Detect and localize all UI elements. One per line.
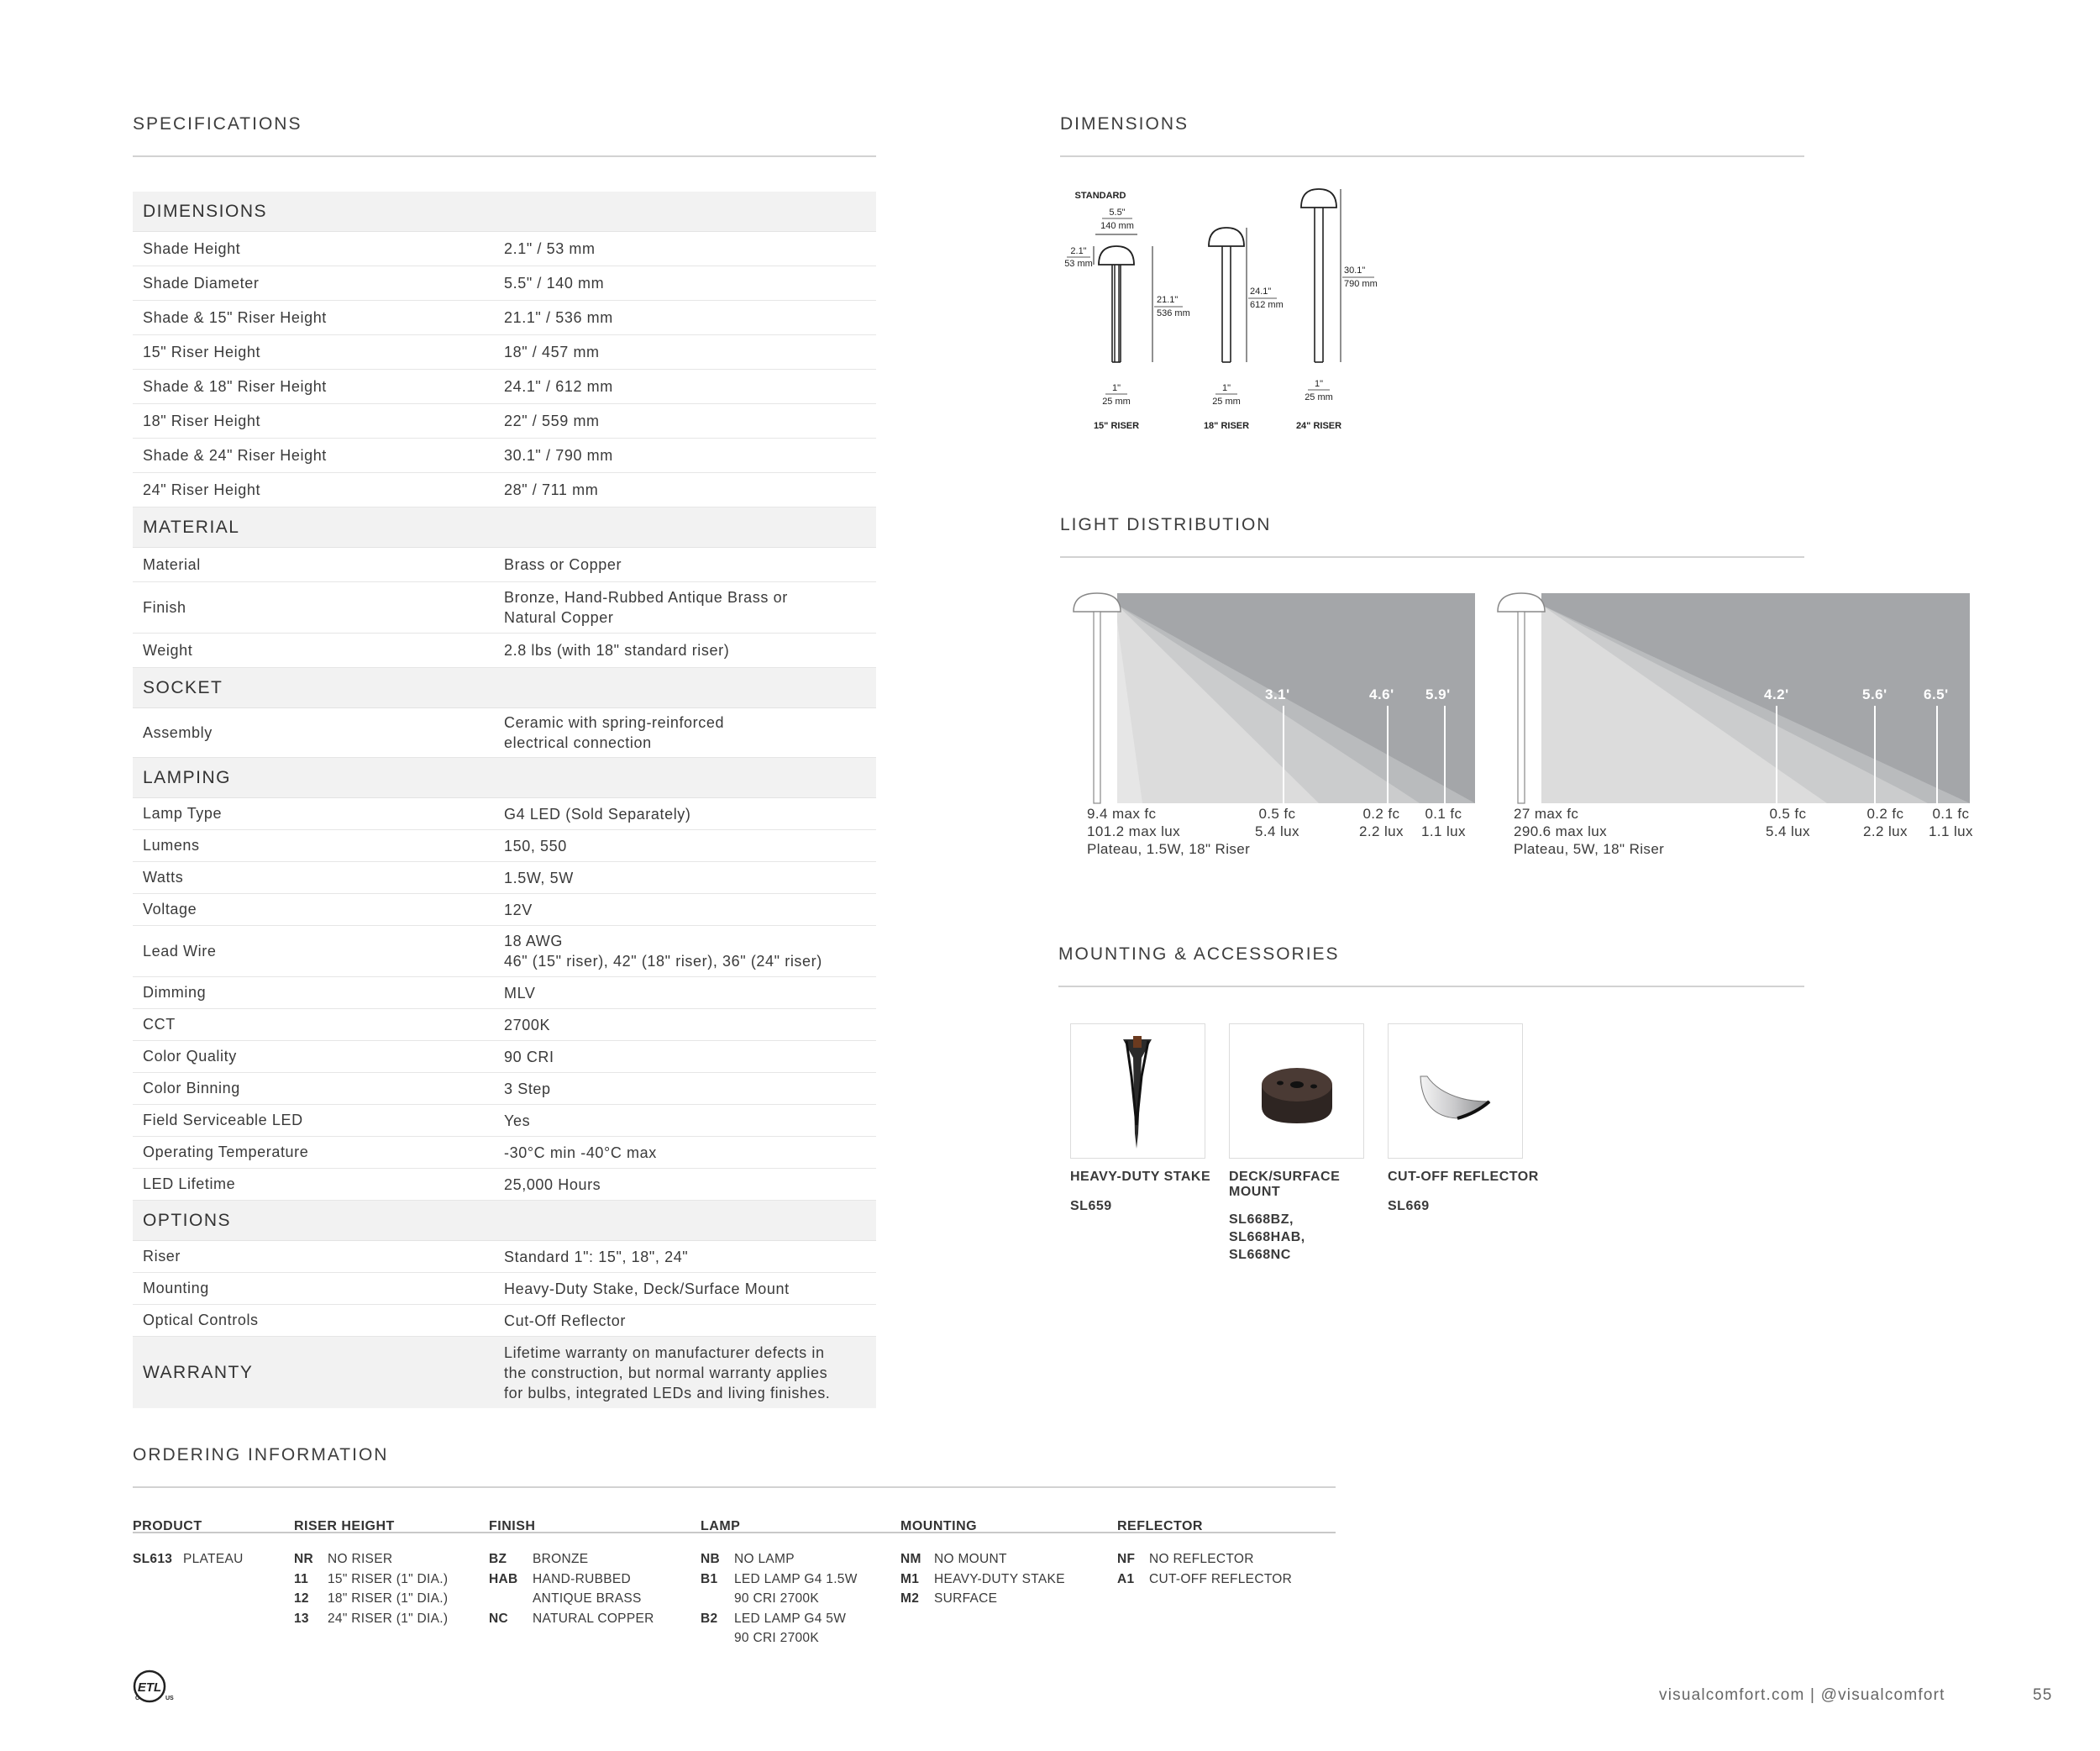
accessory-name-line: MOUNT bbox=[1229, 1185, 1281, 1199]
fc-value: 0.2 fc bbox=[1362, 806, 1400, 822]
reading bbox=[1929, 805, 1973, 840]
shade-dia-mm: 140 mm bbox=[1100, 221, 1134, 231]
table-row bbox=[133, 1105, 876, 1137]
spec-value: 3 Step bbox=[504, 1080, 551, 1097]
ordering-label: NO LAMP bbox=[734, 1552, 795, 1566]
table-row bbox=[133, 894, 876, 926]
spec-table bbox=[133, 192, 876, 1408]
accessory-sku-line: SL668BZ, bbox=[1229, 1212, 1294, 1227]
warranty-row bbox=[133, 1337, 876, 1408]
spec-key: Color Binning bbox=[143, 1080, 240, 1096]
ordering-head: PRODUCT bbox=[133, 1519, 202, 1533]
etl-logo-text: ETL bbox=[137, 1680, 162, 1695]
ordering-label: PLATEAU bbox=[183, 1552, 244, 1566]
ordering-label: HEAVY-DUTY STAKE bbox=[934, 1571, 1065, 1586]
ordering-label: BRONZE bbox=[533, 1552, 589, 1566]
etl-logo-icon bbox=[131, 1668, 181, 1705]
spec-key: Weight bbox=[143, 641, 193, 659]
ordering-head: RISER HEIGHT bbox=[294, 1519, 395, 1533]
fc-value: 0.1 fc bbox=[1425, 806, 1462, 822]
ordering-label: 24" RISER (1" DIA.) bbox=[328, 1611, 449, 1626]
spec-value: 5.5" / 140 mm bbox=[504, 275, 605, 292]
spec-key: CCT bbox=[143, 1016, 176, 1033]
ordering-code: B1 bbox=[701, 1571, 718, 1586]
accessory-sku-line: SL668HAB, bbox=[1229, 1230, 1305, 1244]
ordering-code: SL613 bbox=[133, 1552, 173, 1566]
r15-h-mm: 536 mm bbox=[1157, 308, 1190, 318]
r24-h-in: 30.1" bbox=[1344, 266, 1366, 276]
spec-value: G4 LED (Sold Separately) bbox=[504, 805, 691, 823]
table-row bbox=[133, 926, 876, 977]
spec-group-header: MATERIAL bbox=[133, 507, 876, 548]
spec-key: Optical Controls bbox=[143, 1312, 259, 1328]
ordering-code: NM bbox=[900, 1552, 921, 1566]
spec-key: Riser bbox=[143, 1248, 181, 1265]
spec-value: Heavy-Duty Stake, Deck/Surface Mount bbox=[504, 1280, 790, 1297]
distance-label: 5.9' bbox=[1425, 686, 1451, 702]
distance-label: 4.2' bbox=[1764, 686, 1789, 702]
ordering-mounting-col bbox=[900, 1519, 1065, 1609]
reflector-icon bbox=[1389, 1024, 1521, 1157]
ordering-code: 13 bbox=[294, 1611, 309, 1626]
fc-value: 0.1 fc bbox=[1932, 806, 1970, 822]
dimensions-diagram bbox=[1060, 172, 1413, 450]
spec-value: 46" (15" riser), 42" (18" riser), 36" (24" riser) bbox=[504, 953, 822, 970]
spec-key: 24" Riser Height bbox=[143, 481, 261, 498]
spec-key: Shade & 24" Riser Height bbox=[143, 446, 327, 464]
accessory-sku: SL659 bbox=[1070, 1199, 1112, 1213]
ordering-head: REFLECTOR bbox=[1117, 1519, 1203, 1533]
base-in: 1" bbox=[1221, 383, 1231, 393]
ordering-head: MOUNTING bbox=[900, 1519, 978, 1533]
table-row bbox=[133, 266, 876, 301]
spec-key: 18" Riser Height bbox=[143, 412, 261, 429]
reading bbox=[1766, 805, 1810, 840]
spec-group-header: OPTIONS bbox=[133, 1201, 876, 1241]
table-row bbox=[133, 798, 876, 830]
accessory-image-deck-mount bbox=[1229, 1023, 1364, 1159]
table-row bbox=[133, 1041, 876, 1073]
divider bbox=[133, 155, 876, 157]
spec-value: 25,000 Hours bbox=[504, 1175, 601, 1193]
ordering-label: 15" RISER (1" DIA.) bbox=[328, 1571, 449, 1586]
table-row bbox=[133, 1169, 876, 1201]
table-row bbox=[133, 634, 876, 668]
chart-caption: Plateau, 5W, 18" Riser bbox=[1514, 841, 1665, 857]
base-mm: 25 mm bbox=[1102, 397, 1131, 407]
accessory-name: CUT-OFF REFLECTOR bbox=[1388, 1170, 1539, 1184]
ordering-code: NC bbox=[489, 1611, 508, 1626]
table-row bbox=[133, 439, 876, 473]
ordering-label: ANTIQUE BRASS bbox=[533, 1591, 642, 1606]
specifications-title: SPECIFICATIONS bbox=[133, 114, 302, 134]
r18-h-mm: 612 mm bbox=[1250, 300, 1284, 310]
max-fc: 9.4 max fc bbox=[1087, 806, 1157, 822]
standard-label: STANDARD bbox=[1074, 191, 1126, 201]
ordering-head: FINISH bbox=[489, 1519, 536, 1533]
spec-key: Voltage bbox=[143, 901, 197, 918]
spec-key: Shade Height bbox=[143, 239, 241, 257]
spec-group-header: DIMENSIONS bbox=[133, 192, 876, 232]
lux-value: 2.2 lux bbox=[1359, 823, 1404, 839]
shade-icon bbox=[1301, 189, 1336, 208]
base-mm: 25 mm bbox=[1212, 397, 1241, 407]
ordering-title: ORDERING INFORMATION bbox=[133, 1445, 389, 1464]
ordering-label: HAND-RUBBED bbox=[533, 1571, 631, 1586]
ordering-reflector-col bbox=[1117, 1519, 1292, 1589]
ordering-product-col bbox=[133, 1519, 244, 1570]
accessories-title: MOUNTING & ACCESSORIES bbox=[1058, 944, 1340, 964]
accessory-sku bbox=[1229, 1211, 1380, 1264]
base-mm: 25 mm bbox=[1305, 392, 1333, 402]
spec-value: 24.1" / 612 mm bbox=[504, 378, 613, 395]
spec-value: 22" / 559 mm bbox=[504, 413, 600, 429]
reading bbox=[1359, 805, 1404, 840]
lux-value: 1.1 lux bbox=[1929, 823, 1973, 839]
page-number: 55 bbox=[2033, 1686, 2053, 1704]
spec-value: Ceramic with spring-reinforced bbox=[504, 714, 725, 731]
divider bbox=[133, 1486, 1336, 1488]
table-row bbox=[133, 548, 876, 582]
ordering-code: NR bbox=[294, 1552, 313, 1566]
ordering-lamp-col bbox=[701, 1519, 858, 1648]
spec-value: 2.1" / 53 mm bbox=[504, 240, 596, 257]
spec-key: Operating Temperature bbox=[143, 1144, 309, 1160]
ordering-label: 90 CRI 2700K bbox=[734, 1631, 819, 1645]
accessory-sku-line: SL668NC bbox=[1229, 1248, 1291, 1262]
base-in: 1" bbox=[1111, 383, 1121, 393]
table-row bbox=[133, 473, 876, 507]
table-row bbox=[133, 862, 876, 894]
spec-key: Color Quality bbox=[143, 1048, 237, 1065]
spec-key: Lead Wire bbox=[143, 942, 217, 960]
spec-value: 28" / 711 mm bbox=[504, 481, 599, 498]
accessory-sku: SL669 bbox=[1388, 1199, 1430, 1213]
spec-value: MLV bbox=[504, 984, 536, 1002]
fc-value: 0.2 fc bbox=[1866, 806, 1904, 822]
table-row bbox=[133, 301, 876, 335]
max-reading bbox=[1087, 805, 1250, 858]
lux-value: 5.4 lux bbox=[1766, 823, 1810, 839]
lux-value: 2.2 lux bbox=[1863, 823, 1908, 839]
accessory-name: HEAVY-DUTY STAKE bbox=[1070, 1170, 1211, 1184]
table-row bbox=[133, 708, 876, 758]
spec-value: 2.8 lbs (with 18" standard riser) bbox=[504, 642, 730, 659]
spec-value: Brass or Copper bbox=[504, 556, 622, 573]
spec-key: Shade Diameter bbox=[143, 274, 260, 292]
shade-h-in: 2.1" bbox=[1070, 246, 1087, 256]
shade-h-mm: 53 mm bbox=[1064, 259, 1093, 269]
spec-value: Standard 1": 15", 18", 24" bbox=[504, 1248, 689, 1265]
table-row bbox=[133, 1305, 876, 1337]
light-distribution-title: LIGHT DISTRIBUTION bbox=[1060, 515, 1272, 534]
spec-key: Finish bbox=[143, 598, 186, 616]
spec-value: Yes bbox=[504, 1112, 531, 1129]
spec-key: Shade & 18" Riser Height bbox=[143, 377, 327, 395]
reading bbox=[1255, 805, 1299, 840]
warranty-title: WARRANTY bbox=[143, 1362, 254, 1382]
table-row bbox=[133, 232, 876, 266]
ordering-label: NO MOUNT bbox=[934, 1552, 1007, 1566]
spec-value: Bronze, Hand-Rubbed Antique Brass or bbox=[504, 589, 788, 606]
spec-value: 21.1" / 536 mm bbox=[504, 309, 613, 326]
label-18-riser: 18" RISER bbox=[1203, 421, 1250, 431]
warranty-text: Lifetime warranty on manufacturer defects in bbox=[504, 1343, 825, 1361]
deck-mount-icon bbox=[1230, 1024, 1362, 1157]
table-row bbox=[133, 977, 876, 1009]
warranty-text: for bulbs, integrated LEDs and living finishes. bbox=[504, 1384, 831, 1401]
table-row bbox=[133, 1073, 876, 1105]
footer-site: visualcomfort.com | @visualcomfort bbox=[1659, 1686, 1945, 1704]
r15-h-in: 21.1" bbox=[1157, 295, 1179, 305]
accessory-image-reflector bbox=[1388, 1023, 1523, 1159]
ordering-label: LED LAMP G4 5W bbox=[734, 1611, 847, 1626]
spec-group-header: SOCKET bbox=[133, 668, 876, 708]
ordering-code: NB bbox=[701, 1552, 720, 1566]
spec-value: 150, 550 bbox=[504, 837, 567, 854]
chart-caption: Plateau, 1.5W, 18" Riser bbox=[1087, 841, 1251, 857]
spec-key: Assembly bbox=[143, 723, 213, 741]
shade-icon bbox=[1209, 228, 1244, 246]
divider bbox=[1060, 155, 1804, 157]
spec-key: Field Serviceable LED bbox=[143, 1112, 303, 1128]
table-row bbox=[133, 582, 876, 634]
max-lux: 290.6 max lux bbox=[1514, 823, 1608, 839]
reading bbox=[1421, 805, 1466, 840]
ordering-code: B2 bbox=[701, 1611, 718, 1626]
table-row bbox=[133, 1137, 876, 1169]
shade-icon bbox=[1099, 246, 1134, 265]
fixture-icon bbox=[1074, 593, 1121, 612]
ordering-code: BZ bbox=[489, 1552, 507, 1566]
ordering-label: NATURAL COPPER bbox=[533, 1611, 654, 1626]
spec-key: Lamp Type bbox=[143, 805, 223, 822]
label-15-riser: 15" RISER bbox=[1093, 421, 1140, 431]
ordering-label: 18" RISER (1" DIA.) bbox=[328, 1591, 449, 1606]
table-row bbox=[133, 830, 876, 862]
spec-value: 1.5W, 5W bbox=[504, 869, 574, 886]
ordering-label: CUT-OFF REFLECTOR bbox=[1149, 1571, 1293, 1586]
spec-value: electrical connection bbox=[504, 734, 652, 751]
table-row bbox=[133, 1241, 876, 1273]
spec-value: Natural Copper bbox=[504, 609, 614, 626]
ordering-label: LED LAMP G4 1.5W bbox=[734, 1571, 858, 1586]
ordering-code: 12 bbox=[294, 1591, 309, 1606]
label-24-riser: 24" RISER bbox=[1295, 421, 1342, 431]
max-lux: 101.2 max lux bbox=[1087, 823, 1181, 839]
max-fc: 27 max fc bbox=[1514, 806, 1579, 822]
table-row bbox=[133, 370, 876, 404]
spec-value: Cut-Off Reflector bbox=[504, 1312, 626, 1329]
ordering-code: HAB bbox=[489, 1571, 518, 1586]
ordering-head: LAMP bbox=[701, 1519, 741, 1533]
accessory-name-line: DECK/SURFACE bbox=[1229, 1170, 1341, 1184]
r24-h-mm: 790 mm bbox=[1344, 279, 1378, 289]
svg-text:US: US bbox=[165, 1696, 174, 1701]
ordering-code: M2 bbox=[900, 1591, 920, 1606]
ordering-code: A1 bbox=[1117, 1571, 1135, 1586]
distance-label: 3.1' bbox=[1265, 686, 1290, 702]
ordering-code: NF bbox=[1117, 1552, 1136, 1566]
light-distribution-chart-right bbox=[1491, 588, 1970, 807]
spec-value: 30.1" / 790 mm bbox=[504, 447, 613, 464]
spec-key: 15" Riser Height bbox=[143, 343, 261, 360]
table-row bbox=[133, 1009, 876, 1041]
fixture-icon bbox=[1498, 593, 1545, 612]
table-row bbox=[133, 1273, 876, 1305]
ordering-code: M1 bbox=[900, 1571, 920, 1586]
table-row bbox=[133, 404, 876, 439]
ordering-finish-col bbox=[489, 1519, 654, 1628]
svg-text:C: C bbox=[135, 1696, 140, 1701]
ordering-code: 11 bbox=[294, 1571, 308, 1586]
ordering-label: NO RISER bbox=[328, 1552, 393, 1566]
ordering-label: SURFACE bbox=[934, 1591, 998, 1606]
accessory-image-stake bbox=[1070, 1023, 1205, 1159]
spec-value: 12V bbox=[504, 901, 533, 918]
distance-label: 6.5' bbox=[1924, 686, 1949, 702]
ordering-label: 90 CRI 2700K bbox=[734, 1591, 819, 1606]
spec-value: -30°C min -40°C max bbox=[504, 1144, 657, 1161]
reading bbox=[1863, 805, 1908, 840]
spec-key: Watts bbox=[143, 869, 184, 886]
ordering-riser-col bbox=[294, 1519, 448, 1628]
shade-dia-in: 5.5" bbox=[1109, 208, 1126, 218]
spec-value: 90 CRI bbox=[504, 1048, 554, 1065]
accessory-name bbox=[1229, 1170, 1397, 1200]
spec-key: Lumens bbox=[143, 837, 200, 854]
divider bbox=[1060, 556, 1804, 558]
spec-key: LED Lifetime bbox=[143, 1175, 236, 1192]
fc-value: 0.5 fc bbox=[1258, 806, 1296, 822]
ordering-label: NO REFLECTOR bbox=[1149, 1552, 1254, 1566]
spec-value: 2700K bbox=[504, 1016, 551, 1033]
divider bbox=[1058, 986, 1804, 987]
stake-icon bbox=[1071, 1024, 1204, 1157]
fc-value: 0.5 fc bbox=[1769, 806, 1807, 822]
base-in: 1" bbox=[1314, 379, 1324, 389]
spec-group-header: LAMPING bbox=[133, 758, 876, 798]
lux-value: 5.4 lux bbox=[1255, 823, 1299, 839]
spec-key: Dimming bbox=[143, 984, 207, 1001]
spec-key: Material bbox=[143, 555, 201, 573]
table-row bbox=[133, 335, 876, 370]
warranty-text: the construction, but normal warranty applies bbox=[504, 1364, 828, 1381]
spec-key: Shade & 15" Riser Height bbox=[143, 308, 327, 326]
spec-key: Mounting bbox=[143, 1280, 209, 1296]
distance-label: 5.6' bbox=[1862, 686, 1887, 702]
spec-value: 18" / 457 mm bbox=[504, 344, 600, 360]
max-reading bbox=[1514, 805, 1664, 858]
spec-value: 18 AWG bbox=[504, 933, 563, 949]
distance-label: 4.6' bbox=[1369, 686, 1394, 702]
dimensions-title: DIMENSIONS bbox=[1060, 114, 1189, 134]
lux-value: 1.1 lux bbox=[1421, 823, 1466, 839]
r18-h-in: 24.1" bbox=[1250, 287, 1272, 297]
